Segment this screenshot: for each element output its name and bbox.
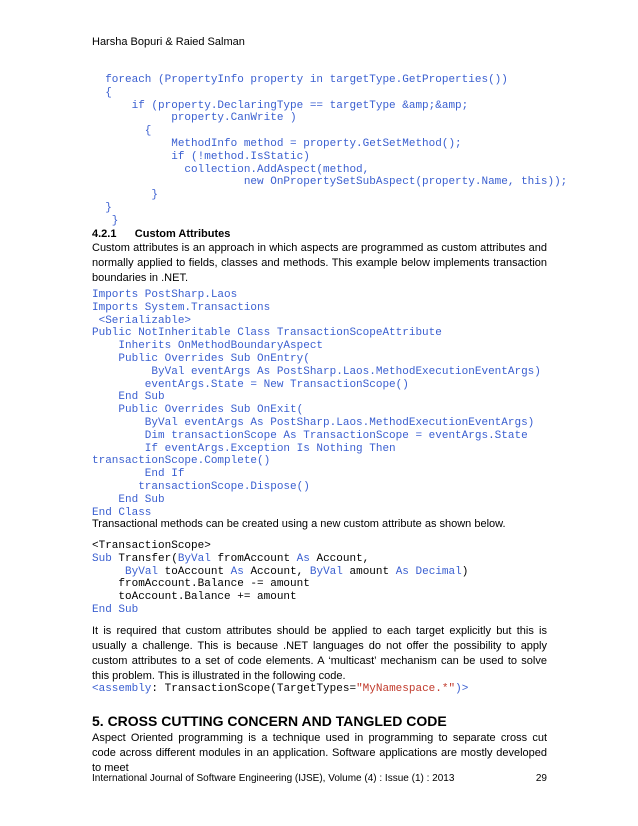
multicast-paragraph: It is required that custom attributes should be applied to each target explicitly but this is usually a challenge. This is because .NET languages do not offer the possibility to apply custom attributes to a set of code elements. A ‘multicast’ mechanism can be used to solve this problem. This is illustrated in the following code. [92, 625, 547, 682]
code-line: End Sub [92, 391, 165, 404]
code-line: } [92, 189, 159, 202]
page-number: 29 [535, 773, 547, 784]
code-block-transaction-scope-attribute [92, 289, 541, 519]
journal-citation: International Journal of Software Engineering (IJSE), Volume (4) : Issue (1) : 2013 [92, 773, 455, 784]
code-line: End Sub [92, 493, 165, 506]
code-line: <TransactionScope> [92, 540, 211, 552]
code-line: transactionScope.Complete() [92, 455, 271, 468]
code-line: { [92, 125, 152, 138]
section-heading: 5. CROSS CUTTING CONCERN AND TANGLED CODE [92, 713, 447, 729]
code-block-transfer: <TransactionScope> Sub Transfer(ByVal fromAccount As Account, ByVal toAccount As Account, ByVal amount As Decimal) fromAccount.Balance -= amount toAccount.Balance += amount End Sub [92, 540, 469, 616]
code-line: } [92, 214, 119, 227]
code-line: ByVal eventArgs As PostSharp.Laos.MethodExecutionEventArgs) [92, 416, 535, 429]
code-line: { [92, 86, 112, 99]
code-block-assembly-attribute: <assembly: TransactionScope(TargetTypes="MyNamespace.*")> [92, 683, 469, 695]
code-line: End Class [92, 506, 152, 519]
code-line: new OnPropertySetSubAspect(property.Name, this)); [92, 176, 568, 189]
code-line: Imports System.Transactions [92, 301, 271, 314]
code-line: <Serializable> [92, 314, 192, 327]
code-line: foreach (PropertyInfo property in targetType.GetProperties()) [92, 74, 508, 86]
code-line: Dim transactionScope As TransactionScope = eventArgs.State [92, 429, 528, 442]
code-line: Public Overrides Sub OnExit( [92, 404, 304, 417]
code-line: Imports PostSharp.Laos [92, 289, 238, 301]
code-line: ByVal eventArgs As PostSharp.Laos.MethodExecutionEventArgs) [92, 365, 541, 378]
section-5-paragraph: Aspect Oriented programming is a technique used in programming to separate cross cut code across different modules in an application. Software applications are mostly developed to meet [92, 732, 547, 774]
running-header: Harsha Bopuri & Raied Salman [92, 36, 245, 48]
code-block-foreach [92, 74, 567, 228]
code-line: collection.AddAspect(method, [92, 163, 370, 176]
code-line: Public Overrides Sub OnEntry( [92, 352, 310, 365]
code-line: eventArgs.State = New TransactionScope() [92, 378, 409, 391]
code-line: Inherits OnMethodBoundaryAspect [92, 340, 324, 353]
custom-attributes-paragraph: Custom attributes is an approach in which aspects are programmed as custom attributes and normally applied to fields, classes and methods. This example below implements transaction boundaries in .NET. [92, 242, 547, 284]
code-line: } [92, 201, 112, 214]
code-line: Public NotInheritable Class TransactionScopeAttribute [92, 327, 442, 340]
code-line: End If [92, 468, 185, 481]
code-line: transactionScope.Dispose() [92, 480, 310, 493]
code-line: MethodInfo method = property.GetSetMethod(); [92, 137, 462, 150]
code-line: if (!method.IsStatic) [92, 150, 310, 163]
code-line: if (property.DeclaringType == targetType &amp;&amp; [92, 99, 469, 112]
transactional-methods-paragraph: Transactional methods can be created using a new custom attribute as shown below. [92, 518, 506, 530]
page-footer [92, 773, 547, 784]
subsection-heading: 4.2.1 Custom Attributes [92, 228, 231, 240]
code-line: If eventArgs.Exception Is Nothing Then [92, 442, 396, 455]
code-line: property.CanWrite ) [92, 112, 297, 125]
